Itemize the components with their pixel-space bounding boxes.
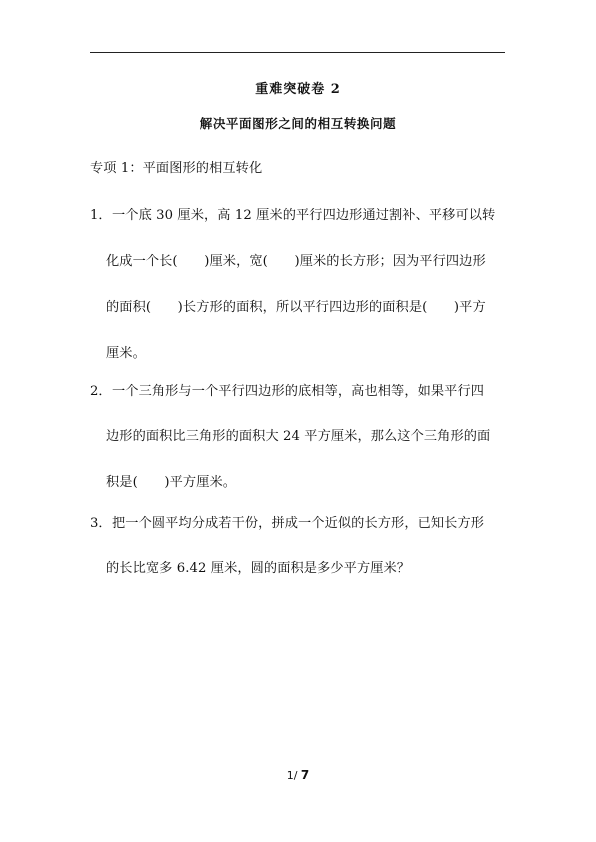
page-footer	[0, 768, 596, 782]
header-rule	[90, 52, 505, 53]
question-2-line-3: 积是( )平方厘米。	[106, 475, 237, 490]
page-title: 重难突破卷 2	[255, 82, 341, 97]
question-3-number: 3．	[90, 516, 112, 531]
question-1-line-4: 厘米。	[106, 346, 146, 361]
question-3-line-1: 把一个圆平均分成若干份，拼成一个近似的长方形，已知长方形	[112, 516, 485, 531]
question-2-line-1: 一个三角形与一个平行四边形的底相等，高也相等，如果平行四	[112, 384, 485, 399]
question-2-number: 2．	[90, 384, 112, 399]
question-1-number: 1．	[90, 208, 112, 223]
question-1-line-3: 的面积( )长方形的面积，所以平行四边形的面积是( )平方	[106, 300, 486, 315]
question-1-line-1: 一个底 30 厘米，高 12 厘米的平行四边形通过割补、平移可以转	[112, 208, 496, 223]
question-2-line-2: 边形的面积比三角形的面积大 24 平方厘米，那么这个三角形的面	[106, 429, 491, 444]
question-3-line-2: 的长比宽多 6.42 厘米，圆的面积是多少平方厘米？	[106, 561, 411, 576]
page-subtitle: 解决平面图形之间的相互转换问题	[199, 116, 397, 131]
question-1-line-2: 化成一个长( )厘米，宽( )厘米的长方形；因为平行四边形	[106, 254, 486, 269]
page-total: 7	[300, 768, 310, 782]
page-number: 1/	[286, 769, 298, 782]
section-heading: 专项 1：平面图形的相互转化	[90, 161, 263, 176]
